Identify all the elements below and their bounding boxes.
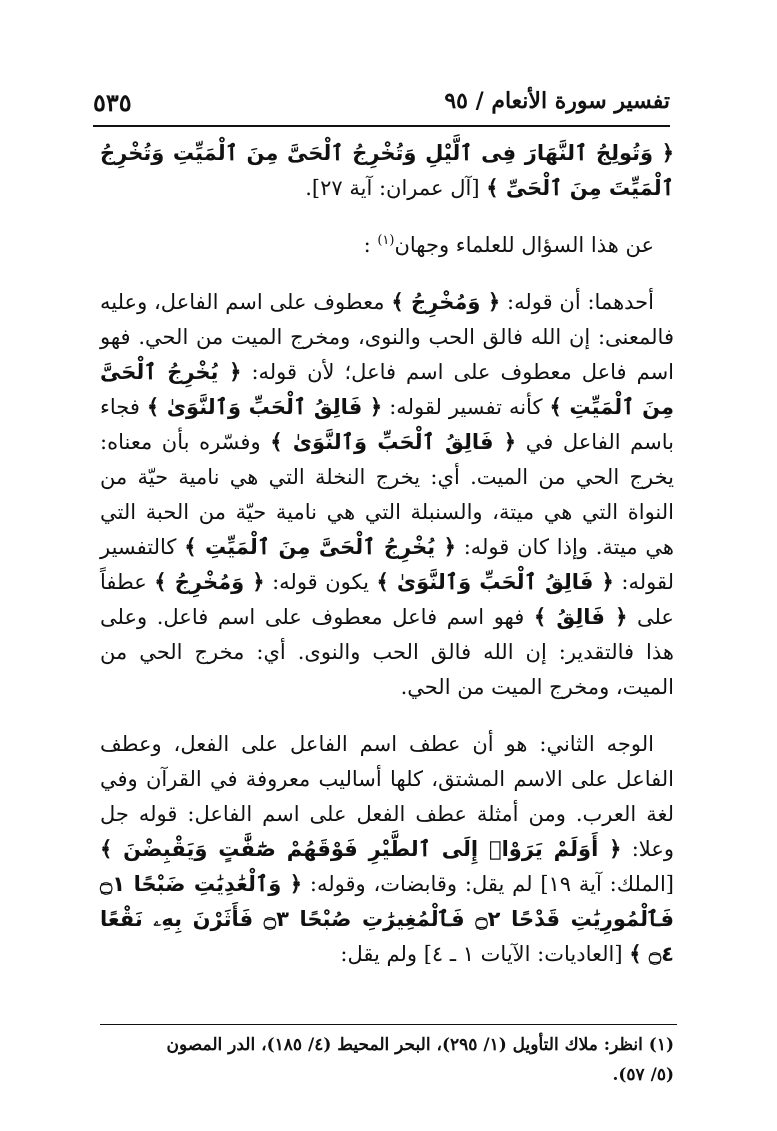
spacer <box>100 263 674 285</box>
text-run: الوجه الثاني: هو أن عطف اسم الفاعل على الفعل، وعطف الفاعل على الاسم المشتق، كلها أساليب معروفة في القرآن وفي لغة العرب. ومن أمثلة عطف الفعل على اسم الفاعل: قوله جل وعلا: <box>100 732 674 861</box>
quran-quote: ﴿ وَمُخْرِجُ ﴾ <box>154 570 265 594</box>
footnote-line: (٥/ ٥٧). <box>612 1065 674 1085</box>
text-run: أحدهما: أن قوله: <box>507 290 654 314</box>
intro-verse-paragraph <box>100 136 674 206</box>
header-rule <box>93 125 670 127</box>
text-run: [العاديات: الآيات ١ ـ ٤] ولم يقل: <box>340 942 623 966</box>
text-run: فجاء باسم الفاعل في <box>100 395 674 454</box>
spacer <box>100 705 674 727</box>
text-run: كالتفسير لقوله: <box>100 535 674 594</box>
footnote-ref: (١) <box>377 233 395 248</box>
quran-quote: ﴿ يُخْرِجُ ٱلْحَىَّ مِنَ ٱلْمَيِّتِ ﴾ <box>184 535 456 559</box>
text-run: [الملك: آية ١٩] لم يقل: وقابضات، وقوله: <box>309 872 674 896</box>
spacer <box>100 206 674 228</box>
quran-quote: ﴿ وَٱلْعَٰدِيَٰتِ ضَبْحًا ۝١ فَٱلْمُورِيَٰتِ قَدْحًا ۝٢ فَٱلْمُغِيرَٰتِ صُبْحًا ۝٣ فَأَثَرْنَ بِهِۦ نَقْعًا ۝٤ ﴾ <box>100 872 675 966</box>
footnote-rule <box>100 1024 677 1025</box>
quran-quote: ﴿ فَالِقُ ٱلْحَبِّ وَٱلنَّوَىٰ ﴾ <box>270 430 517 454</box>
verse-citation: [آل عمران: آية ٢٧]. <box>305 176 480 200</box>
question-text: عن هذا السؤال للعلماء وجهان <box>394 233 654 257</box>
quran-quote: ﴿ يُخْرِجُ ٱلْحَىَّ مِنَ ٱلْمَيِّتِ ﴾ <box>100 360 674 419</box>
text-run: وفسّره بأن معناه: يخرج الحي من الميت. أي: يخرج النخلة التي هي نامية حيّة من النواة التي هي ميتة، والسنبلة التي هي نامية حيّة من الحبة التي هي ميتة. وإذا كان قوله: <box>100 430 674 559</box>
text-run: يكون قوله: <box>272 570 369 594</box>
text-run: عطفاً على <box>100 570 674 629</box>
page-header <box>93 88 670 122</box>
footnote <box>100 1030 674 1090</box>
page-number: ٥٣٥ <box>93 88 132 117</box>
text-run: كأنه تفسير لقوله: <box>389 395 543 419</box>
quran-quote: ﴿ فَالِقُ ٱلْحَبِّ وَٱلنَّوَىٰ ﴾ <box>376 570 614 594</box>
quran-verse: ﴿ وَتُولِجُ ٱلنَّهَارَ فِى ٱلَّيْلِ وَتُخْرِجُ ٱلْحَىَّ مِنَ ٱلْمَيِّتِ وَتُخْرِجُ ٱلْمَيِّتَ مِنَ ٱلْحَىِّ ﴾ <box>100 141 674 200</box>
quran-quote: ﴿ وَمُخْرِجُ ﴾ <box>391 290 501 314</box>
question-paragraph <box>100 228 674 263</box>
text-run: معطوف على اسم الفاعل، وعليه فالمعنى: إن الله فالق الحب والنوى، ومخرج الميت من الحي. فهو اسم فاعل معطوف على اسم فاعل؛ لأن قوله: <box>100 290 675 384</box>
text-run: فهو اسم فاعل معطوف على اسم فاعل. وعلى هذا فالتقدير: إن الله فالق الحب والنوى. أي: مخرج الحي من الميت، ومخرج الميت من الحي. <box>100 605 674 699</box>
footnote-line: (١) انظر: ملاك التأويل (١/ ٢٩٥)، البحر المحيط (٤/ ١٨٥)، الدر المصون <box>166 1035 674 1055</box>
first-opinion-paragraph <box>100 285 674 705</box>
second-opinion-paragraph <box>100 727 674 972</box>
quran-quote: ﴿ فَالِقُ ﴾ <box>533 605 628 629</box>
main-text <box>100 136 674 972</box>
quran-quote: ﴿ أَوَلَمْ يَرَوْا۟ إِلَى ٱلطَّيْرِ فَوْقَهُمْ صَٰٓفَّٰتٍ وَيَقْبِضْنَ ﴾ <box>100 837 622 861</box>
question-colon: : <box>363 233 371 257</box>
quran-quote: ﴿ فَالِقُ ٱلْحَبِّ وَٱلنَّوَىٰ ﴾ <box>146 395 383 419</box>
running-title: تفسير سورة الأنعام / ٩٥ <box>444 88 670 114</box>
